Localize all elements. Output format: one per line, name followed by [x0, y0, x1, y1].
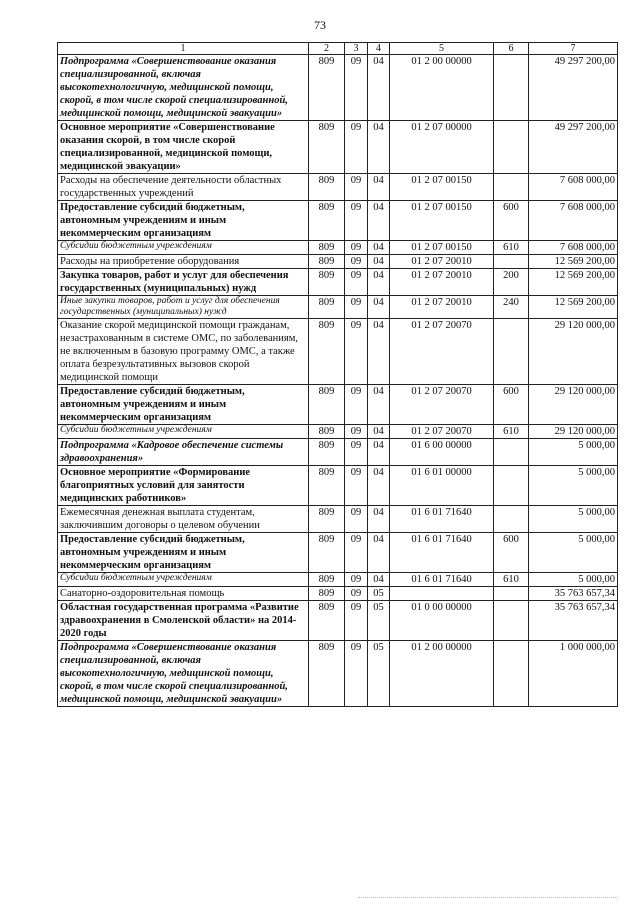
row-code-cell: 01 2 00 00000 — [390, 641, 494, 707]
row-code-cell: 809 — [309, 466, 345, 506]
header-cell: 7 — [529, 43, 618, 55]
row-name-cell: Санаторно-оздоровительная помощь — [58, 587, 309, 601]
row-name-cell: Предоставление субсидий бюджетным, автономным учреждениям и иным некоммерческим организациям — [58, 201, 309, 241]
row-code-cell: 09 — [345, 55, 368, 121]
row-amount-cell: 49 297 200,00 — [529, 55, 618, 121]
row-code-cell: 809 — [309, 506, 345, 533]
row-code-cell: 04 — [368, 439, 390, 466]
row-code-cell: 09 — [345, 174, 368, 201]
row-code-cell: 04 — [368, 174, 390, 201]
row-name-cell: Оказание скорой медицинской помощи гражданам, незастрахованным в системе ОМС, по заболеваниям, не включенным в базовую программу ОМС, а также оплата безрезультативных вызовов скорой медицинской помощи — [58, 319, 309, 385]
row-code-cell: 600 — [494, 201, 529, 241]
row-code-cell: 04 — [368, 201, 390, 241]
table-row — [58, 601, 618, 641]
row-code-cell: 01 2 00 00000 — [390, 55, 494, 121]
header-cell: 5 — [390, 43, 494, 55]
row-amount-cell: 35 763 657,34 — [529, 587, 618, 601]
row-code-cell: 610 — [494, 425, 529, 439]
table-row — [58, 439, 618, 466]
row-code-cell — [494, 439, 529, 466]
row-code-cell: 04 — [368, 425, 390, 439]
row-amount-cell: 12 569 200,00 — [529, 296, 618, 319]
row-code-cell: 600 — [494, 385, 529, 425]
row-amount-cell: 29 120 000,00 — [529, 425, 618, 439]
row-code-cell: 809 — [309, 587, 345, 601]
row-code-cell — [390, 587, 494, 601]
row-name-cell: Субсидии бюджетным учреждениям — [58, 241, 309, 255]
row-name-cell: Основное мероприятие «Формирование благоприятных условий для занятости медицинских работников» — [58, 466, 309, 506]
row-code-cell: 04 — [368, 269, 390, 296]
table-row — [58, 55, 618, 121]
row-amount-cell: 29 120 000,00 — [529, 385, 618, 425]
row-code-cell: 809 — [309, 573, 345, 587]
row-code-cell: 04 — [368, 533, 390, 573]
table-row — [58, 466, 618, 506]
row-code-cell: 09 — [345, 255, 368, 269]
row-code-cell: 809 — [309, 55, 345, 121]
row-code-cell: 09 — [345, 466, 368, 506]
row-code-cell: 09 — [345, 269, 368, 296]
row-code-cell: 04 — [368, 296, 390, 319]
table-row — [58, 425, 618, 439]
row-code-cell: 04 — [368, 385, 390, 425]
row-code-cell: 200 — [494, 269, 529, 296]
row-amount-cell: 12 569 200,00 — [529, 269, 618, 296]
row-code-cell: 04 — [368, 121, 390, 174]
row-amount-cell: 5 000,00 — [529, 439, 618, 466]
row-code-cell: 09 — [345, 121, 368, 174]
row-code-cell: 09 — [345, 601, 368, 641]
header-cell: 1 — [58, 43, 309, 55]
row-code-cell — [494, 55, 529, 121]
row-name-cell: Основное мероприятие «Совершенствование оказания скорой, в том числе скорой специализированной, медицинской помощи, медицинской эвакуации» — [58, 121, 309, 174]
row-amount-cell: 7 608 000,00 — [529, 174, 618, 201]
row-code-cell: 04 — [368, 241, 390, 255]
row-code-cell: 04 — [368, 466, 390, 506]
row-code-cell: 01 6 01 71640 — [390, 506, 494, 533]
row-code-cell — [494, 255, 529, 269]
table-row — [58, 296, 618, 319]
row-code-cell: 09 — [345, 506, 368, 533]
row-amount-cell: 5 000,00 — [529, 533, 618, 573]
row-code-cell: 09 — [345, 385, 368, 425]
row-code-cell: 01 2 07 00150 — [390, 241, 494, 255]
table-row — [58, 241, 618, 255]
scan-footer-mark — [358, 897, 618, 901]
header-cell: 3 — [345, 43, 368, 55]
row-code-cell: 09 — [345, 641, 368, 707]
table-row — [58, 533, 618, 573]
row-code-cell — [494, 466, 529, 506]
row-name-cell: Расходы на обеспечение деятельности областных государственных учреждений — [58, 174, 309, 201]
row-code-cell: 610 — [494, 573, 529, 587]
row-code-cell: 09 — [345, 573, 368, 587]
row-code-cell: 809 — [309, 174, 345, 201]
row-code-cell: 809 — [309, 255, 345, 269]
row-code-cell: 240 — [494, 296, 529, 319]
row-code-cell: 01 2 07 20070 — [390, 425, 494, 439]
row-name-cell: Ежемесячная денежная выплата студентам, заключившим договоры о целевом обучении — [58, 506, 309, 533]
row-code-cell: 600 — [494, 533, 529, 573]
header-cell: 6 — [494, 43, 529, 55]
row-code-cell: 01 2 07 00000 — [390, 121, 494, 174]
row-code-cell: 04 — [368, 55, 390, 121]
row-code-cell: 04 — [368, 255, 390, 269]
row-code-cell: 05 — [368, 587, 390, 601]
row-name-cell: Расходы на приобретение оборудования — [58, 255, 309, 269]
header-cell: 4 — [368, 43, 390, 55]
table-row — [58, 506, 618, 533]
row-code-cell: 09 — [345, 319, 368, 385]
row-amount-cell: 7 608 000,00 — [529, 201, 618, 241]
row-code-cell: 01 2 07 20070 — [390, 385, 494, 425]
row-code-cell: 04 — [368, 573, 390, 587]
header-row — [58, 43, 618, 55]
row-code-cell: 01 2 07 20010 — [390, 255, 494, 269]
row-code-cell: 01 0 00 00000 — [390, 601, 494, 641]
table-row — [58, 587, 618, 601]
row-name-cell: Субсидии бюджетным учреждениям — [58, 425, 309, 439]
row-code-cell — [494, 506, 529, 533]
table-row — [58, 573, 618, 587]
table-row — [58, 121, 618, 174]
row-code-cell — [494, 587, 529, 601]
row-amount-cell: 49 297 200,00 — [529, 121, 618, 174]
row-amount-cell: 12 569 200,00 — [529, 255, 618, 269]
row-amount-cell: 29 120 000,00 — [529, 319, 618, 385]
row-code-cell: 809 — [309, 319, 345, 385]
row-code-cell: 09 — [345, 439, 368, 466]
row-amount-cell: 1 000 000,00 — [529, 641, 618, 707]
budget-table — [57, 42, 618, 707]
row-code-cell: 809 — [309, 439, 345, 466]
table-row — [58, 201, 618, 241]
row-code-cell: 01 6 01 71640 — [390, 533, 494, 573]
row-code-cell: 01 6 00 00000 — [390, 439, 494, 466]
row-code-cell: 09 — [345, 587, 368, 601]
table-row — [58, 255, 618, 269]
row-code-cell: 01 2 07 20010 — [390, 269, 494, 296]
row-name-cell: Иные закупки товаров, работ и услуг для обеспечения государственных (муниципальных) нужд — [58, 296, 309, 319]
row-code-cell: 809 — [309, 641, 345, 707]
row-name-cell: Закупка товаров, работ и услуг для обеспечения государственных (муниципальных) нужд — [58, 269, 309, 296]
row-code-cell: 809 — [309, 269, 345, 296]
page-number: 73 — [314, 18, 326, 32]
row-code-cell — [494, 319, 529, 385]
row-amount-cell: 35 763 657,34 — [529, 601, 618, 641]
row-name-cell: Областная государственная программа «Развитие здравоохранения в Смоленской области» на 2014-2020 годы — [58, 601, 309, 641]
row-code-cell: 09 — [345, 201, 368, 241]
row-code-cell: 01 6 01 71640 — [390, 573, 494, 587]
row-name-cell: Предоставление субсидий бюджетным, автономным учреждениям и иным некоммерческим организациям — [58, 385, 309, 425]
header-cell: 2 — [309, 43, 345, 55]
row-name-cell: Субсидии бюджетным учреждениям — [58, 573, 309, 587]
table-row — [58, 174, 618, 201]
row-code-cell: 05 — [368, 641, 390, 707]
row-code-cell — [494, 174, 529, 201]
row-amount-cell: 7 608 000,00 — [529, 241, 618, 255]
table-row — [58, 641, 618, 707]
row-code-cell: 809 — [309, 201, 345, 241]
row-code-cell: 01 6 01 00000 — [390, 466, 494, 506]
row-code-cell: 01 2 07 20070 — [390, 319, 494, 385]
table-row — [58, 385, 618, 425]
row-code-cell: 01 2 07 00150 — [390, 174, 494, 201]
row-code-cell — [494, 641, 529, 707]
row-code-cell: 01 2 07 20010 — [390, 296, 494, 319]
row-code-cell: 809 — [309, 296, 345, 319]
row-code-cell: 04 — [368, 319, 390, 385]
row-code-cell: 09 — [345, 296, 368, 319]
row-code-cell: 05 — [368, 601, 390, 641]
row-amount-cell: 5 000,00 — [529, 466, 618, 506]
table-row — [58, 319, 618, 385]
row-code-cell: 809 — [309, 533, 345, 573]
row-code-cell — [494, 121, 529, 174]
row-code-cell: 809 — [309, 601, 345, 641]
row-name-cell: Подпрограмма «Совершенствование оказания специализированной, включая высокотехнологичную, медицинской помощи, скорой, в том числе скорой специализированной, медицинской помощи, медицинской эвакуации» — [58, 641, 309, 707]
row-code-cell: 09 — [345, 241, 368, 255]
row-code-cell: 809 — [309, 241, 345, 255]
row-code-cell: 809 — [309, 121, 345, 174]
row-code-cell: 09 — [345, 425, 368, 439]
row-code-cell: 809 — [309, 425, 345, 439]
row-name-cell: Подпрограмма «Совершенствование оказания специализированной, включая высокотехнологичную, медицинской помощи, скорой, в том числе скорой специализированной, медицинской помощи, медицинской эвакуации» — [58, 55, 309, 121]
table-row — [58, 269, 618, 296]
row-code-cell: 04 — [368, 506, 390, 533]
row-code-cell: 09 — [345, 533, 368, 573]
row-code-cell: 610 — [494, 241, 529, 255]
row-code-cell — [494, 601, 529, 641]
row-code-cell: 809 — [309, 385, 345, 425]
row-code-cell: 01 2 07 00150 — [390, 201, 494, 241]
row-name-cell: Предоставление субсидий бюджетным, автономным учреждениям и иным некоммерческим организациям — [58, 533, 309, 573]
row-amount-cell: 5 000,00 — [529, 506, 618, 533]
row-name-cell: Подпрограмма «Кадровое обеспечение системы здравоохранения» — [58, 439, 309, 466]
row-amount-cell: 5 000,00 — [529, 573, 618, 587]
